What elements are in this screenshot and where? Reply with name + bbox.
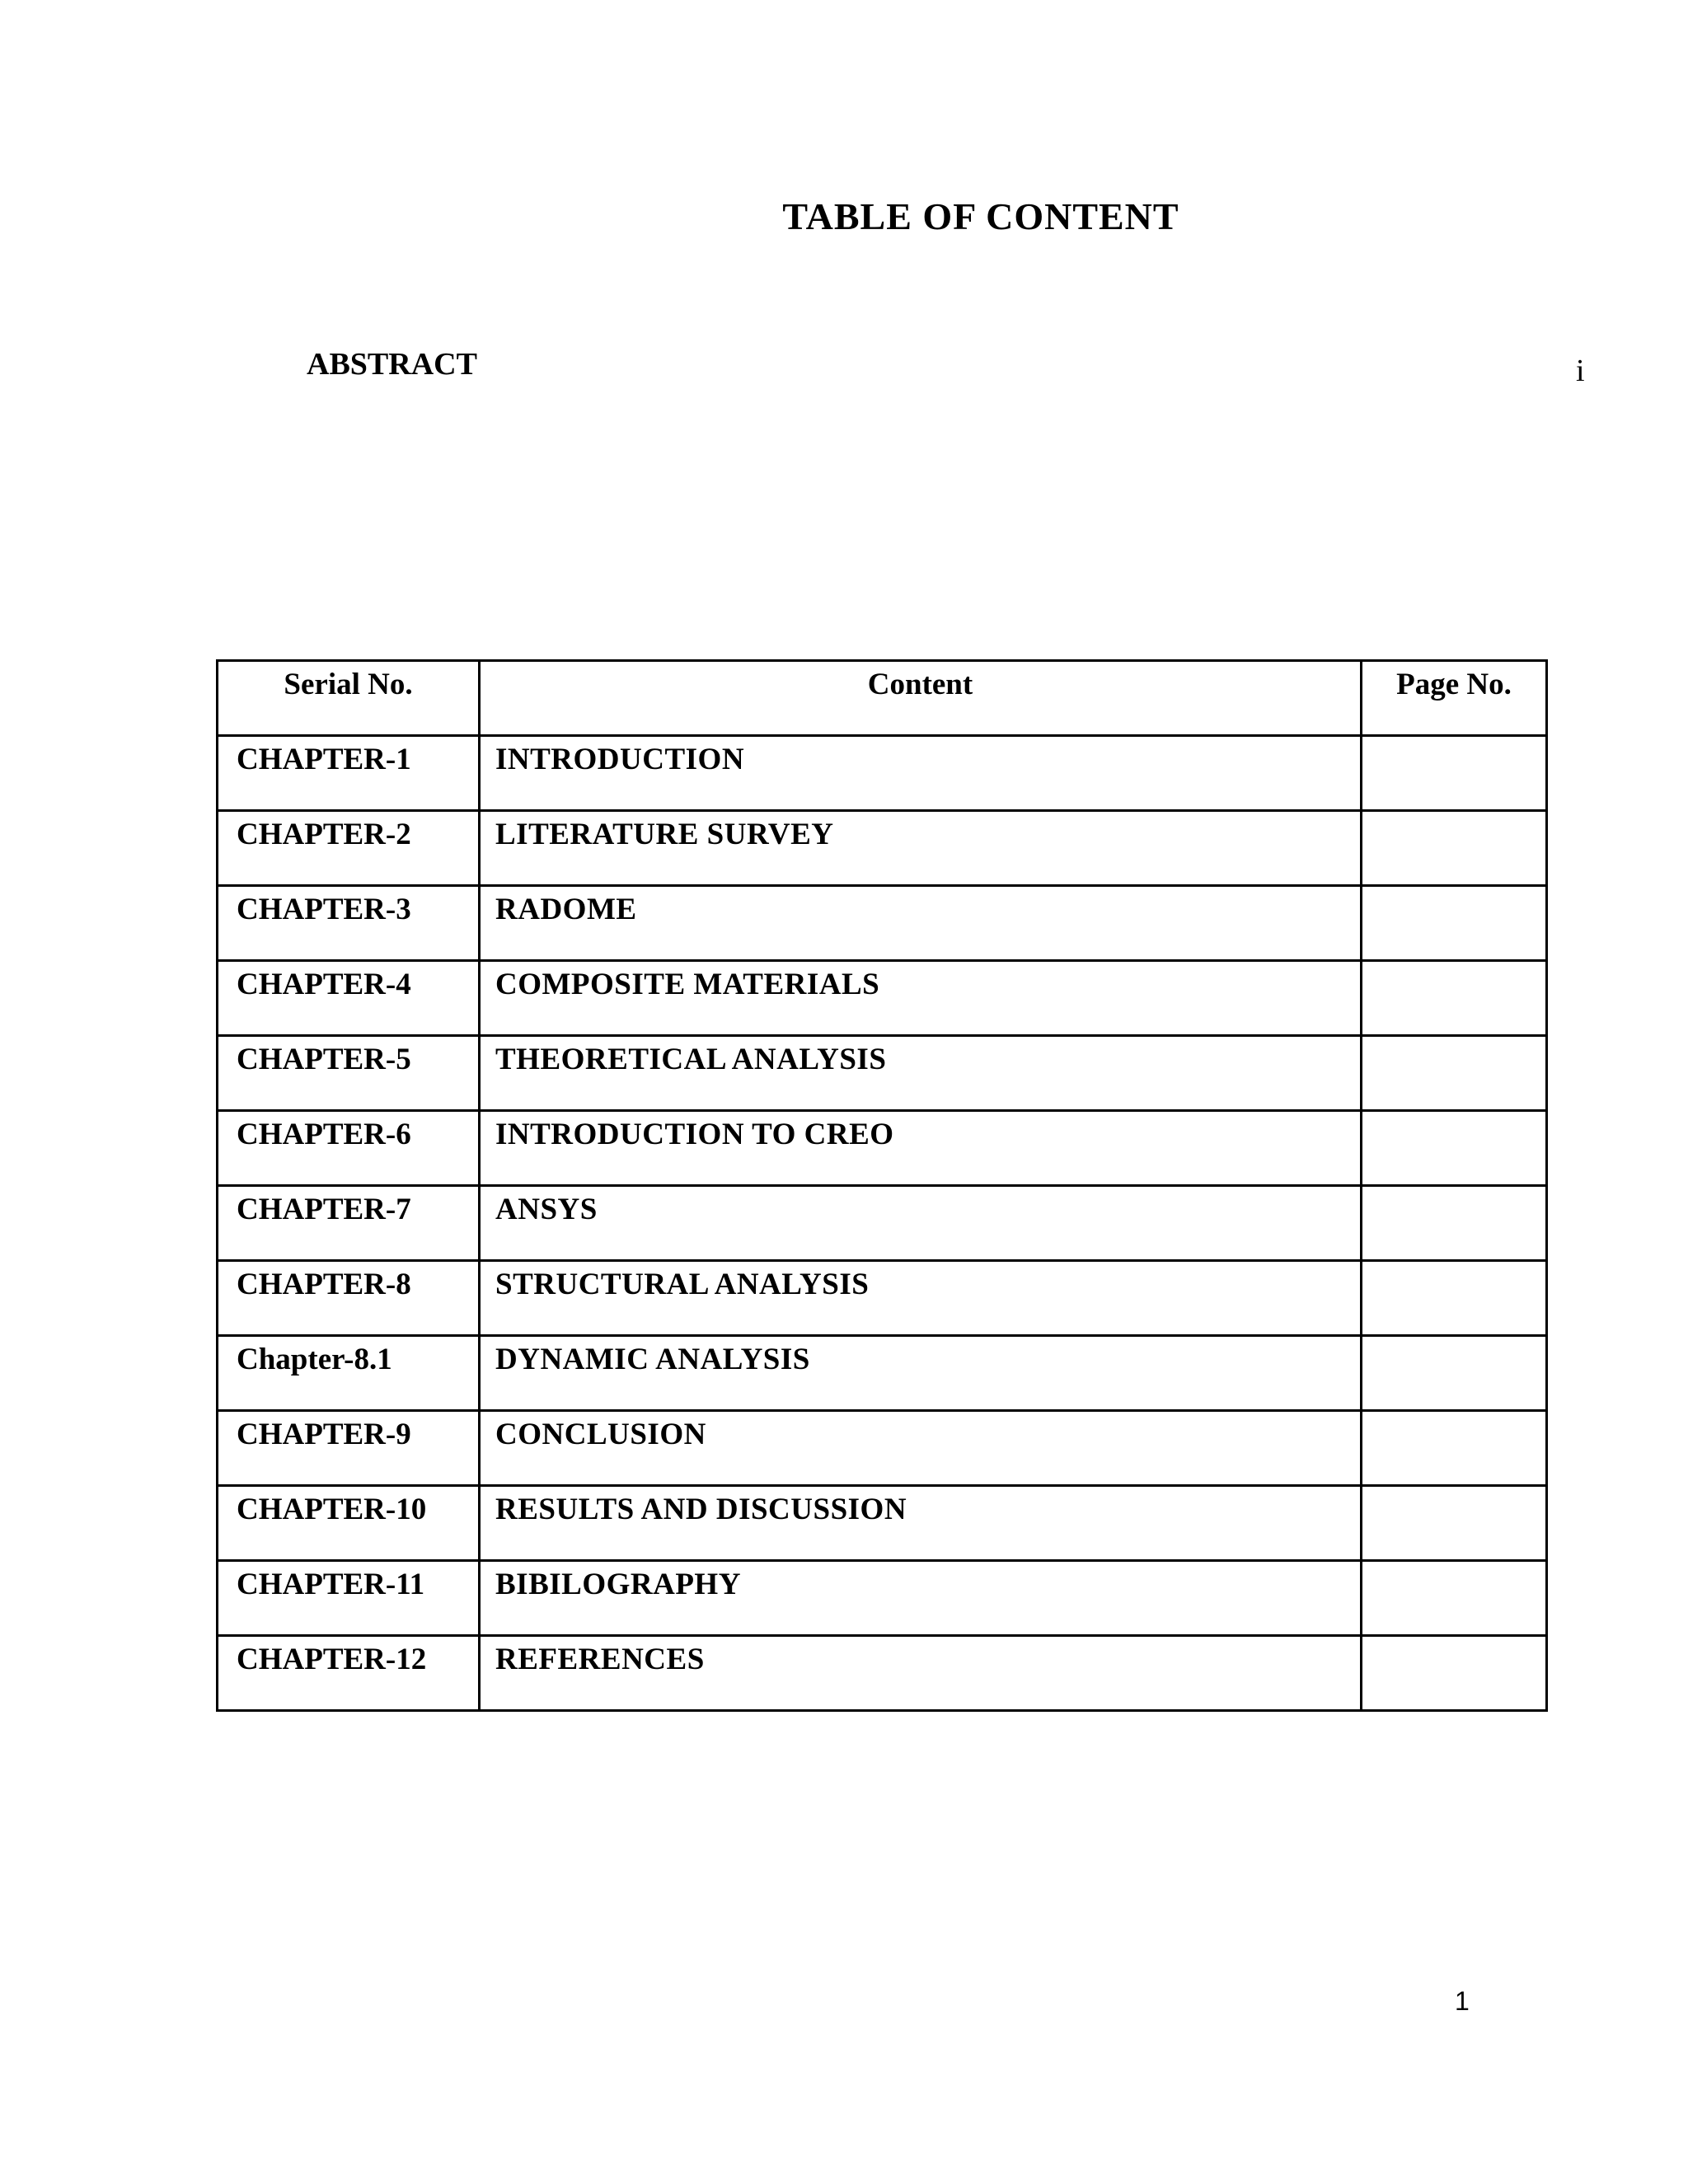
serial-cell: CHAPTER-1 [218,736,480,811]
toc-header-row [218,661,1547,736]
content-cell: COMPOSITE MATERIALS [480,961,1362,1036]
serial-cell: CHAPTER-8 [218,1261,480,1336]
toc-table [216,659,1548,1712]
page-cell [1362,1336,1547,1411]
page-cell [1362,736,1547,811]
content-cell: BIBILOGRAPHY [480,1561,1362,1636]
serial-cell: CHAPTER-7 [218,1186,480,1261]
serial-cell: CHAPTER-3 [218,886,480,961]
content-cell: REFERENCES [480,1636,1362,1711]
table-row [218,1561,1547,1636]
table-row [218,886,1547,961]
content-cell: LITERATURE SURVEY [480,811,1362,886]
table-row [218,1261,1547,1336]
header-serial: Serial No. [218,661,480,736]
serial-cell: CHAPTER-5 [218,1036,480,1111]
page-cell [1362,1261,1547,1336]
page-title: TABLE OF CONTENT [782,195,1179,237]
page-number: 1 [1455,1986,1470,2016]
header-page: Page No. [1362,661,1547,736]
page-cell [1362,1636,1547,1711]
table-row [218,961,1547,1036]
page-cell [1362,1411,1547,1486]
serial-cell: CHAPTER-9 [218,1411,480,1486]
content-cell: THEORETICAL ANALYSIS [480,1036,1362,1111]
serial-cell: CHAPTER-10 [218,1486,480,1561]
content-cell: CONCLUSION [480,1411,1362,1486]
abstract-page-number: i [1576,354,1585,388]
header-content: Content [480,661,1362,736]
page-cell [1362,1186,1547,1261]
table-row [218,1036,1547,1111]
serial-cell: CHAPTER-6 [218,1111,480,1186]
table-row [218,1186,1547,1261]
page-cell [1362,961,1547,1036]
content-cell: INTRODUCTION [480,736,1362,811]
table-row [218,811,1547,886]
table-row [218,1636,1547,1711]
table-row [218,1336,1547,1411]
content-cell: RADOME [480,886,1362,961]
page-cell [1362,1486,1547,1561]
serial-cell: Chapter-8.1 [218,1336,480,1411]
table-row [218,1486,1547,1561]
page-cell [1362,811,1547,886]
table-row [218,1111,1547,1186]
table-row [218,1411,1547,1486]
content-cell: STRUCTURAL ANALYSIS [480,1261,1362,1336]
page-cell [1362,1036,1547,1111]
serial-cell: CHAPTER-11 [218,1561,480,1636]
abstract-label: ABSTRACT [307,347,477,382]
serial-cell: CHAPTER-4 [218,961,480,1036]
page-cell [1362,886,1547,961]
content-cell: ANSYS [480,1186,1362,1261]
serial-cell: CHAPTER-12 [218,1636,480,1711]
table-row [218,736,1547,811]
content-cell: DYNAMIC ANALYSIS [480,1336,1362,1411]
serial-cell: CHAPTER-2 [218,811,480,886]
page-cell [1362,1561,1547,1636]
content-cell: INTRODUCTION TO CREO [480,1111,1362,1186]
content-cell: RESULTS AND DISCUSSION [480,1486,1362,1561]
page-cell [1362,1111,1547,1186]
